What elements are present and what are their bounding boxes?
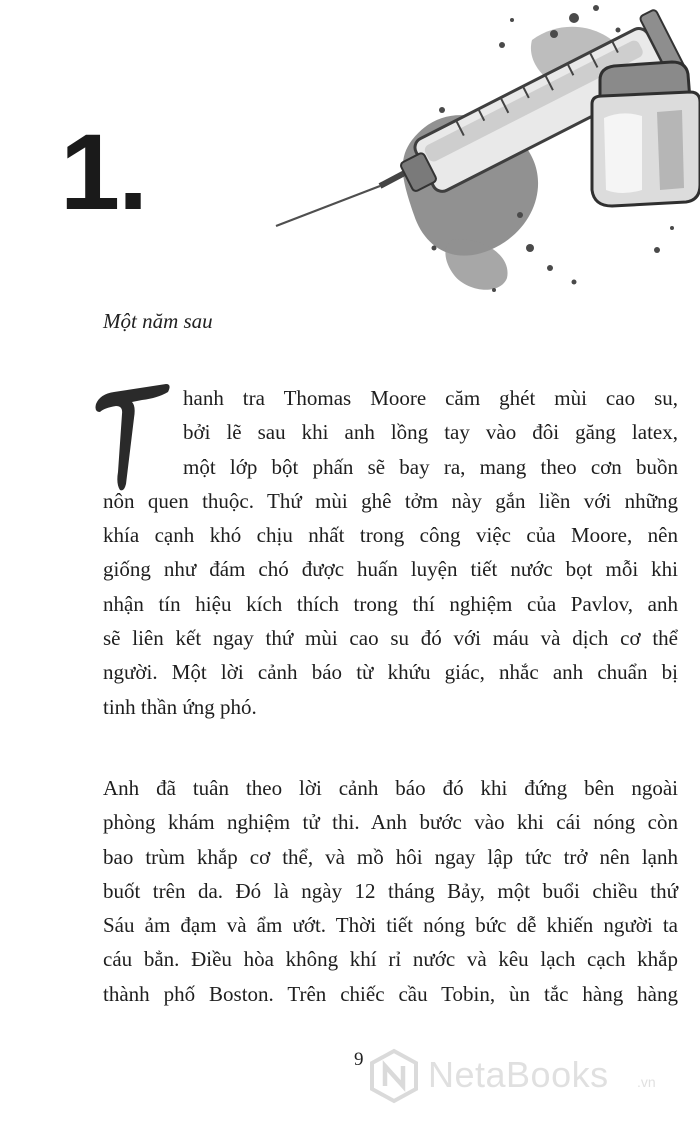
text-line: nhận tín hiệu kích thích trong thí nghiệm của Pavlov, anh — [103, 591, 678, 616]
text-line: cáu bẳn. Điều hòa không khí rỉ nước và kêu lạch cạch khắp — [103, 947, 678, 972]
text-line: khía cạnh khó chịu nhất trong công việc của Moore, nên — [103, 523, 678, 548]
paragraph-1 — [103, 381, 678, 724]
text-line: Anh đã tuân theo lời cảnh báo đó khi đứng bên ngoài — [103, 776, 678, 800]
text-line: nôn quen thuộc. Thứ mùi ghê tởm này gắn liền với những — [103, 488, 678, 513]
text-line: Sáu ảm đạm và ẩm ướt. Thời tiết nóng bức dễ khiến người ta — [103, 913, 678, 938]
netabooks-watermark — [366, 1046, 686, 1106]
text-line: sẽ liên kết ngay thứ mùi cao su đó với máu và dịch cơ thể — [103, 626, 678, 651]
page-number: 9 — [354, 1049, 364, 1070]
watermark-text: NetaBooks — [428, 1054, 609, 1095]
text-line: một lớp bột phấn sẽ bay ra, mang theo cơn buồn — [183, 454, 678, 479]
chapter-number: 1. — [60, 111, 147, 232]
svg-text:T: T — [100, 393, 102, 395]
text-line: tinh thần ứng phó. — [103, 694, 257, 719]
text-line: hanh tra Thomas Moore căm ghét mùi cao su, — [183, 386, 678, 410]
netabooks-logo-icon — [366, 1048, 422, 1104]
text-line: thành phố Boston. Trên chiếc cầu Tobin, ùn tắc hàng hàng — [103, 981, 678, 1006]
paragraph-2 — [103, 771, 678, 1011]
text-line: giống như đám chó được huấn luyện tiết nước bọt mỗi khi — [103, 557, 678, 582]
syringe-vial-illustration — [262, 0, 700, 300]
text-line: phòng khám nghiệm tử thi. Anh bước vào khi cái nóng còn — [103, 810, 678, 835]
text-line: bao trùm khắp cơ thể, và mồ hôi ngay lập tức trở nên lạnh — [103, 844, 678, 869]
chapter-subtitle: Một năm sau — [103, 309, 213, 333]
text-line: người. Một lời cảnh báo từ khứu giác, nhắc anh chuẩn bị — [103, 660, 678, 685]
watermark-suffix: .vn — [637, 1074, 656, 1090]
text-line: bởi lẽ sau khi anh lồng tay vào đôi găng latex, — [183, 420, 678, 445]
text-line: buốt trên da. Đó là ngày 12 tháng Bảy, một buổi chiều thứ — [103, 878, 678, 903]
